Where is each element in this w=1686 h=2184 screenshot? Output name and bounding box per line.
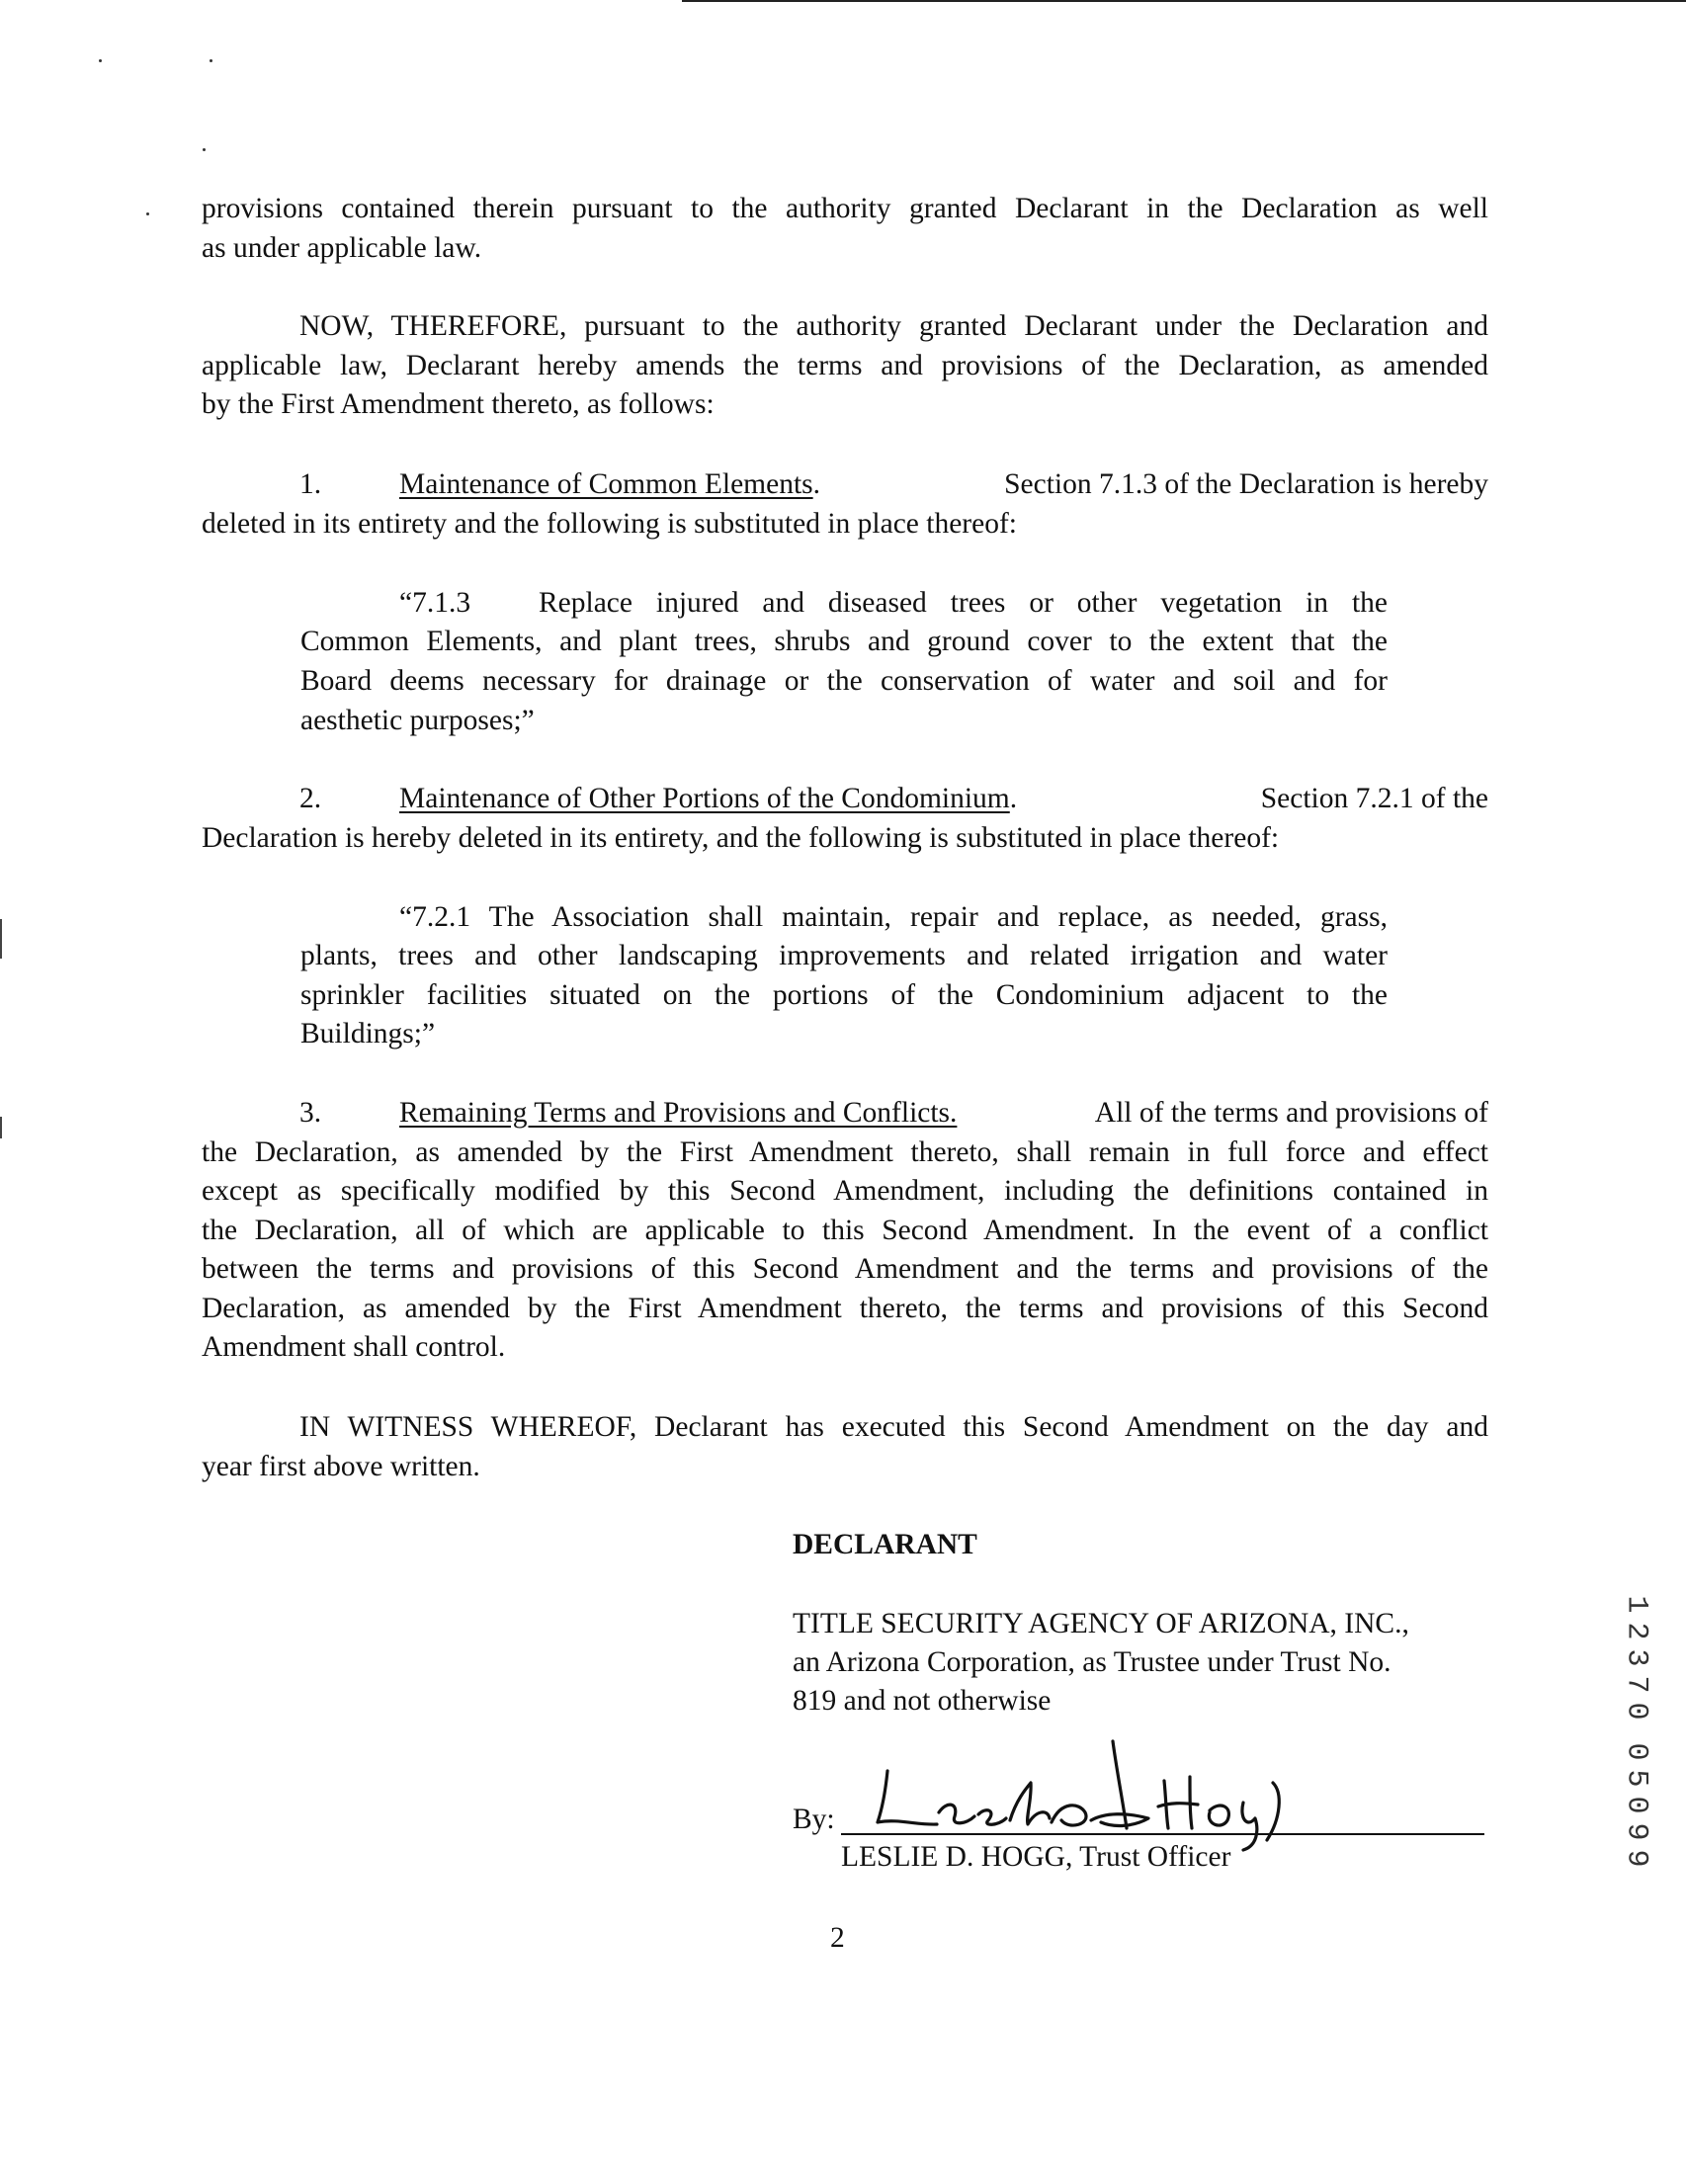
stamp-digit: 7 <box>1619 1675 1653 1694</box>
item-heading-text: Maintenance of Other Portions of the Condominium <box>399 783 1010 814</box>
scan-edge-mark <box>0 919 2 959</box>
quote-line: “7.2.1 The Association shall maintain, repair and replace, as needed, grass, <box>399 901 1388 933</box>
item-text-line: Declaration, as amended by the First Amendment thereto, the terms and provisions of this Second <box>202 1293 1488 1324</box>
stamp-digit: 0 <box>1619 1742 1653 1761</box>
item-text-line: the Declaration, as amended by the First Amendment thereto, shall remain in full force and effect <box>202 1136 1488 1168</box>
stamp-digit: 9 <box>1619 1822 1653 1841</box>
quote-line: Board deems necessary for drainage or the conservation of water and soil and for <box>300 665 1388 697</box>
stamp-digit: 3 <box>1619 1648 1653 1667</box>
recording-number-stamp <box>1619 1591 1653 1872</box>
item-text-line: the Declaration, all of which are applicable to this Second Amendment. In the event of a conflict <box>202 1215 1488 1246</box>
item-heading: Remaining Terms and Provisions and Conflicts. <box>399 1097 958 1129</box>
item-heading <box>399 781 1017 816</box>
page-number: 2 <box>830 1922 845 1954</box>
item-heading-text: Maintenance of Common Elements <box>399 468 813 500</box>
now-therefore-line: by the First Amendment thereto, as follows: <box>202 388 715 420</box>
item-text-line: between the terms and provisions of this Second Amendment and the terms and provisions of the <box>202 1253 1488 1285</box>
item-number: 1. <box>299 468 322 500</box>
stamp-digit: 0 <box>1619 1796 1653 1814</box>
item-number: 3. <box>299 1097 322 1129</box>
quote-line: aesthetic purposes;” <box>300 705 535 736</box>
scan-speck <box>146 212 149 215</box>
heading-punct: . <box>1009 783 1018 814</box>
heading-punct: . <box>812 468 821 500</box>
item-text-line: Section 7.2.1 of the <box>1260 783 1488 814</box>
item-text-line: Declaration is hereby deleted in its entirety, and the following is substituted in place thereof: <box>202 822 1280 854</box>
scan-speck <box>203 148 206 151</box>
declarant-heading: DECLARANT <box>793 1529 977 1560</box>
stamp-digit: 2 <box>1619 1622 1653 1640</box>
item-heading <box>399 466 820 502</box>
witness-line: IN WITNESS WHEREOF, Declarant has executed this Second Amendment on the day and <box>299 1411 1488 1443</box>
stamp-digit: 0 <box>1619 1702 1653 1721</box>
item-text-line: Section 7.1.3 of the Declaration is hereby <box>1004 468 1488 500</box>
quote-line: Replace injured and diseased trees or other vegetation in the <box>539 587 1388 619</box>
stamp-digit: 9 <box>1619 1849 1653 1868</box>
quote-line: sprinkler facilities situated on the portions of the Condominium adjacent to the <box>300 979 1388 1011</box>
quote-line: Buildings;” <box>300 1018 436 1050</box>
item-text-line: Amendment shall control. <box>202 1331 506 1363</box>
entity-line: an Arizona Corporation, as Trustee under Trust No. <box>793 1646 1391 1678</box>
item-number: 2. <box>299 783 322 814</box>
scan-speck <box>210 59 212 62</box>
stamp-digit: 5 <box>1619 1769 1653 1788</box>
by-label: By: <box>793 1804 835 1835</box>
stamp-digit: 1 <box>1619 1595 1653 1614</box>
handwritten-signature <box>868 1731 1312 1855</box>
entity-line: 819 and not otherwise <box>793 1685 1052 1717</box>
now-therefore-line: applicable law, Declarant hereby amends the terms and provisions of the Declaration, as amended <box>202 350 1488 381</box>
item-text-line: All of the terms and provisions of <box>1094 1097 1488 1129</box>
quote-section-ref: “7.1.3 <box>399 587 471 619</box>
item-text-line: deleted in its entirety and the following is substituted in place thereof: <box>202 508 1017 540</box>
now-therefore-line: NOW, THEREFORE, pursuant to the authority granted Declarant under the Declaration and <box>299 310 1488 342</box>
signature-text: Leslie D Hogg <box>868 1731 874 1732</box>
scan-speck <box>99 59 102 62</box>
scan-edge-mark <box>0 1117 2 1138</box>
scan-top-border <box>682 0 1686 2</box>
signatory-name: LESLIE D. HOGG, Trust Officer <box>841 1841 1231 1873</box>
quote-line: plants, trees and other landscaping improvements and related irrigation and water <box>300 940 1388 971</box>
entity-line: TITLE SECURITY AGENCY OF ARIZONA, INC., <box>793 1608 1409 1639</box>
quote-line: Common Elements, and plant trees, shrubs and ground cover to the extent that the <box>300 626 1388 657</box>
intro-line: provisions contained therein pursuant to the authority granted Declarant in the Declaration as well <box>202 193 1488 224</box>
item-text-line: except as specifically modified by this Second Amendment, including the definitions contained in <box>202 1175 1488 1207</box>
witness-line: year first above written. <box>202 1451 480 1482</box>
intro-line: as under applicable law. <box>202 232 482 264</box>
